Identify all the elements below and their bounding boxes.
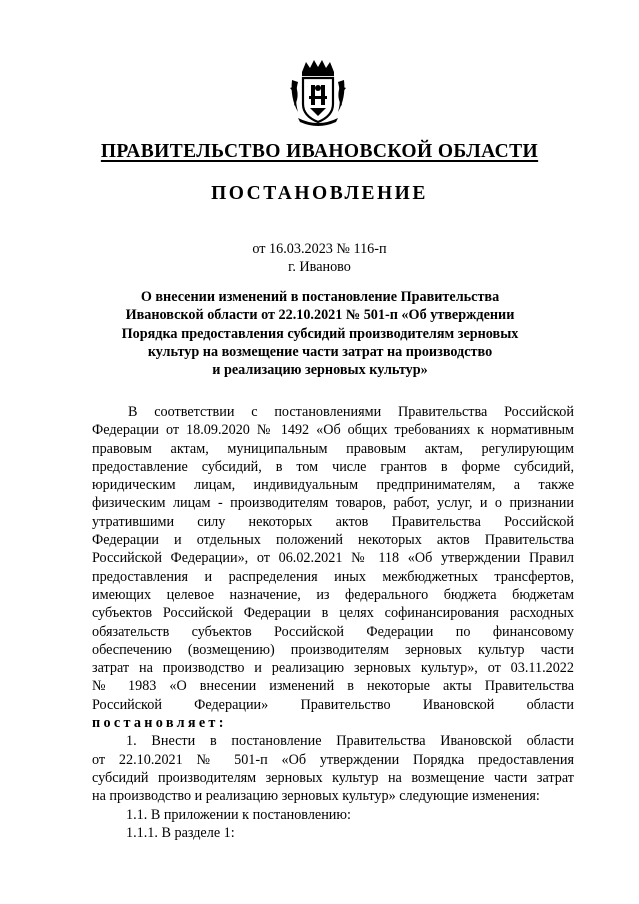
item-1-line: от 22.10.2021 № 501-п «Об утверждении Порядка предоставления — [92, 751, 574, 768]
document-body — [92, 403, 574, 842]
subject-line: Ивановской области от 22.10.2021 № 501-п «Об утверждении — [125, 307, 515, 324]
subject-line: и реализацию зерновых культур» — [212, 362, 428, 379]
item-1-1: 1.1. В приложении к постановлению: — [126, 806, 351, 823]
document-subject — [100, 288, 540, 379]
body-line: Федерации и отдельных положений некоторых актов Правительства — [92, 532, 574, 549]
body-line: Федерации от 18.09.2020 № 1492 «Об общих требованиях к нормативным — [92, 422, 574, 439]
body-line: юридическим лицам, индивидуальным предпринимателям, а также — [92, 477, 574, 494]
subject-line: О внесении изменений в постановление Правительства — [140, 289, 500, 305]
body-line: правовым актам, муниципальным правовым актам, регулирующим — [92, 440, 574, 457]
body-line: № 1983 «О внесении изменений в некоторые акты Правительства — [92, 678, 574, 695]
item-1-line: 1. Внести в постановление Правительства Ивановской области — [126, 733, 574, 750]
resolves-word: постановляет: — [92, 715, 227, 732]
body-line: физическим лицам - производителям товаров, работ, услуг, и о признании — [92, 495, 574, 512]
body-line: имеющих целевое назначение, из федерального бюджета бюджетам — [92, 586, 574, 603]
coat-of-arms-emblem — [288, 58, 348, 126]
body-line: затрат на производство и реализацию зерновых культур», от 03.11.2022 — [92, 660, 574, 677]
document-type-heading: ПОСТАНОВЛЕНИЕ — [211, 183, 428, 204]
government-title: ПРАВИТЕЛЬСТВО ИВАНОВСКОЙ ОБЛАСТИ — [100, 141, 539, 162]
body-line: предоставление субсидий, в том числе грантов в форме субсидий, — [92, 458, 574, 475]
body-line: утратившими силу некоторых актов Правительства Российской — [92, 513, 574, 530]
subject-line: Порядка предоставления субсидий производителям зерновых — [121, 325, 519, 342]
body-line: обязательств субъектов Российской Федерации по финансовому — [92, 623, 574, 640]
item-1-1-1: 1.1.1. В разделе 1: — [126, 824, 235, 841]
body-line: Российской Федерации», от 06.02.2021 № 118 «Об утверждении Правил — [92, 550, 574, 567]
city: г. Иваново — [288, 259, 351, 275]
item-1-line: на производство и реализацию зерновых культур» следующие изменения: — [92, 788, 540, 805]
date-and-number: от 16.03.2023 № 116-п — [252, 241, 387, 257]
item-1-line: субсидий производителям зерновых культур на возмещение части затрат — [92, 769, 574, 786]
document-meta — [0, 240, 639, 276]
subject-line: культур на возмещение части затрат на производство — [147, 343, 493, 360]
body-line: субъектов Российской Федерации в целях софинансирования расходных — [92, 605, 574, 622]
body-line: обеспечению (возмещению) производителям зерновых культур части — [92, 641, 574, 658]
body-line: предоставления и распределения иных межбюджетных трансфертов, — [92, 568, 574, 585]
body-line: В соответствии с постановлениями Правительства Российской — [128, 404, 574, 420]
body-line: Российской Федерации» Правительство Ивановской области — [92, 696, 574, 713]
